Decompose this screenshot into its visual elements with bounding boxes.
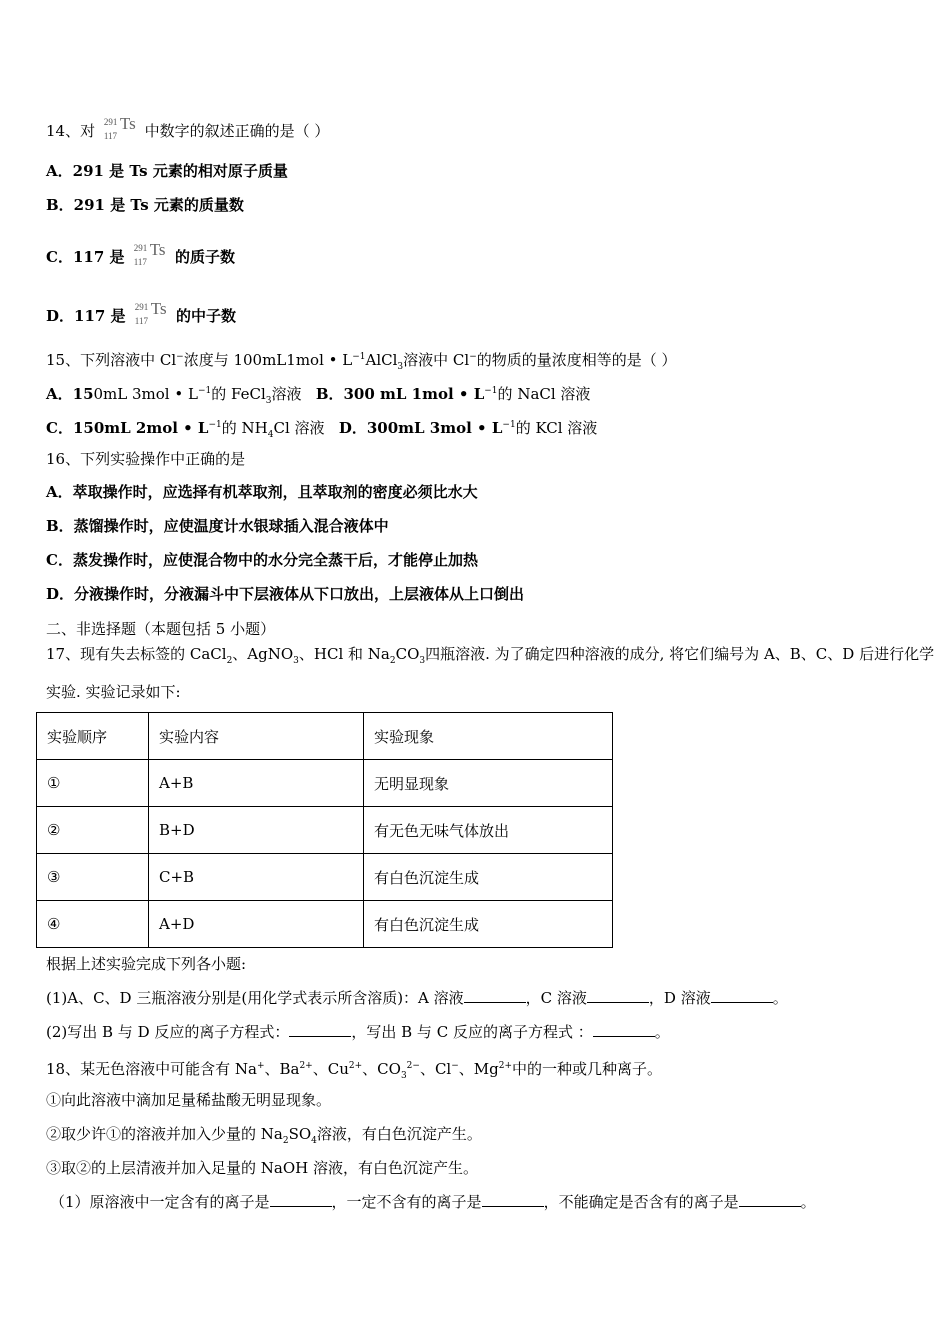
q18-step1: ①向此溶液中滴加足量稀盐酸无明显现象。 [46, 1091, 332, 1109]
table-header-cell: 实验内容 [149, 713, 364, 760]
q16-option-a: A．萃取操作时，应选择有机萃取剂，且萃取剂的密度必须比水大 [46, 483, 478, 501]
table-cell: B+D [149, 807, 364, 854]
table-header-cell: 实验顺序 [37, 713, 149, 760]
table-header-cell: 实验现象 [364, 713, 613, 760]
table-row [37, 901, 613, 948]
table-cell: 无明显现象 [364, 760, 613, 807]
q18-step3: ③取②的上层清液并加入足量的 NaOH 溶液，有白色沉淀产生。 [46, 1159, 478, 1177]
table-row [37, 807, 613, 854]
answer-blank[interactable] [270, 1192, 332, 1207]
q15-options-ab: A．150mL 3mol • $L^{-1}$的 FeCl$_3$溶液 B．300 mL 1mol • $L^{-1}$的 NaCl 溶液 [46, 385, 591, 406]
answer-blank[interactable] [593, 1022, 655, 1037]
ts-nuclide: 291 117 Ts [134, 299, 167, 326]
q18-part1: （1）原溶液中一定含有的离子是 ，一定不含有的离子是 ，不能确定是否含有的离子是 。 [50, 1193, 816, 1211]
answer-blank[interactable] [739, 1192, 801, 1207]
table-cell: 有白色沉淀生成 [364, 901, 613, 948]
section-heading: 二、非选择题（本题包括 5 小题） [46, 620, 276, 638]
q14-option-a: A．291 是 Ts 元素的相对原子质量 [46, 162, 288, 180]
table-cell: A+B [149, 760, 364, 807]
q14-stem: 14、对 291 117 Ts 中数字的叙述正确的是（ ） [46, 114, 330, 141]
q14-option-b: B．291 是 Ts 元素的质量数 [46, 196, 244, 214]
q17-part2: (2)写出 B 与 D 反应的离子方程式： ，写出 B 与 C 反应的离子方程式 ： 。 [46, 1023, 670, 1041]
q14-option-d: D．117 是 291 117 Ts 的中子数 [46, 299, 237, 326]
answer-blank[interactable] [711, 988, 773, 1003]
ts-nuclide: 291 117 Ts [133, 240, 166, 267]
q15-stem: 15、下列溶液中 Cl−浓度与 100mL1mol • $L^{-1}AlCl_3$溶液中 Cl−的物质的量浓度相等的是（ ） [46, 351, 677, 372]
table-cell: ④ [37, 901, 149, 948]
q16-stem: 16、下列实验操作中正确的是 [46, 450, 246, 468]
q18-stem: 18、某无色溶液中可能含有 Na+、$Ba^{2+}$、$Cu^{2+}$、$CO_3^{2-}$、Cl−、$Mg^{2+}$中的一种或几种离子。 [46, 1060, 663, 1081]
q17-stem-2: 实验. 实验记录如下: [46, 683, 181, 701]
q14-option-c: C．117 是 291 117 Ts 的质子数 [46, 240, 235, 267]
q18-step2: ②取少许①的溶液并加入少量的 $Na_2SO_4$溶液，有白色沉淀产生。 [46, 1125, 482, 1146]
table-cell: A+D [149, 901, 364, 948]
table-cell: ③ [37, 854, 149, 901]
table-row [37, 854, 613, 901]
table-cell: 有无色无味气体放出 [364, 807, 613, 854]
answer-blank[interactable] [587, 988, 649, 1003]
table-cell: 有白色沉淀生成 [364, 854, 613, 901]
q15-options-cd: C．150mL 2mol • $L^{-1}$的 $NH_4Cl$ 溶液 D．300mL 3mol • $L^{-1}$的 KCl 溶液 [46, 419, 598, 440]
table-cell: ② [37, 807, 149, 854]
q17-part1: (1)A、C、D 三瓶溶液分别是(用化学式表示所含溶质)：A 溶液 ，C 溶液 ，D 溶液 。 [46, 989, 788, 1007]
table-row [37, 760, 613, 807]
q16-option-d: D．分液操作时，分液漏斗中下层液体从下口放出，上层液体从上口倒出 [46, 585, 525, 603]
q16-option-c: C．蒸发操作时，应使混合物中的水分完全蒸干后，才能停止加热 [46, 551, 478, 569]
table-cell: C+B [149, 854, 364, 901]
q17-after: 根据上述实验完成下列各小题: [46, 955, 247, 973]
answer-blank[interactable] [289, 1022, 351, 1037]
experiment-table [36, 712, 613, 948]
answer-blank[interactable] [464, 988, 526, 1003]
ts-nuclide: 291 117 Ts [103, 114, 136, 141]
answer-blank[interactable] [482, 1192, 544, 1207]
table-header [37, 713, 613, 760]
table-cell: ① [37, 760, 149, 807]
q16-option-b: B．蒸馏操作时，应使温度计水银球插入混合液体中 [46, 517, 389, 535]
q17-stem: 17、现有失去标签的 CaCl$_2$、AgNO$_3$、HCl 和 $Na_2CO_3$四瓶溶液. 为了确定四种溶液的成分, 将它们编号为 A、B、C、D 后进行化学 [46, 645, 935, 666]
